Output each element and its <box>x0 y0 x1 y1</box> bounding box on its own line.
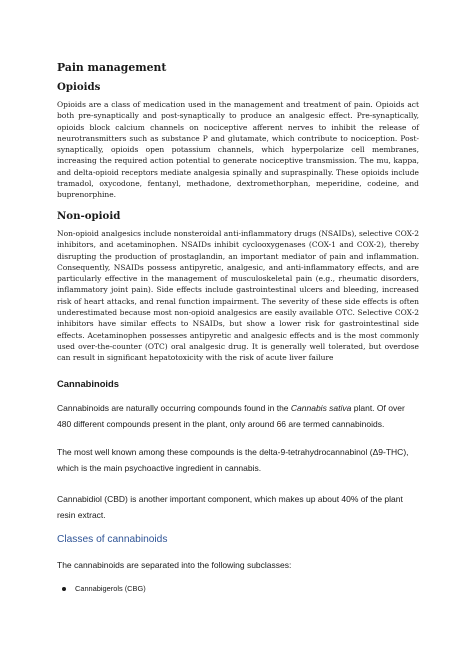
cannabinoids-paragraph-3: Cannabidiol (CBD) is another important component, which makes up about 40% of the plant resin extract. <box>57 494 403 520</box>
cannabinoids-paragraph-2: The most well known among these compounds is the delta-9-tetrahydrocannabinol (Δ9-THC), which is the main psychoactive ingredient in cannabis. <box>57 447 409 473</box>
classes-heading: Classes of cannabinoids <box>57 534 168 545</box>
cannabinoids-p1-after: plant. Of over 480 different compounds present in the plant, only around 66 are termed cannabinoids. <box>57 403 405 429</box>
cannabinoids-paragraph-1 <box>57 401 421 432</box>
classes-intro: The cannabinoids are separated into the following subclasses: <box>57 560 292 570</box>
opioids-paragraph: Opioids are a class of medication used in the management and treatment of pain. Opioids act both pre-synaptically and post-synaptically to produce an analgesic effect. Pre-synaptically, opioids block calcium channels on nociceptive afferent nerves to inhibit the release of neurotransmitters such as substance P and glutamate, which contribute to nociception. Post-synaptically, opioids open potassium channels, which hyperpolarize cell membranes, increasing the required action potential to generate nociceptive transmission. The mu, kappa, and delta-opioid receptors mediate analgesia spinally and supraspinally. These opioids include tramadol, oxycodone, fentanyl, methadone, dextromethorphan, meperidine, codeine, and buprenorphine. <box>57 100 419 200</box>
cannabinoids-p1-before: Cannabinoids are naturally occurring compounds found in the <box>57 403 291 413</box>
list-item-label: Cannabigerols (CBG) <box>75 584 146 593</box>
bullet-icon <box>62 587 66 591</box>
cannabinoids-heading: Cannabinoids <box>57 378 119 389</box>
page-title: Pain management <box>57 61 167 74</box>
non-opioid-paragraph: Non-opioid analgesics include nonsteroidal anti-inflammatory drugs (NSAIDs), selective COX-2 inhibitors, and acetaminophen. NSAIDs inhibit cyclooxygenases (COX-1 and COX-2), thereby disrupting the production of prostaglandin, an important mediator of pain and inflammation. Consequently, NSAIDs possess antipyretic, analgesic, and anti-inflammatory effects, and are particularly effective in the management of musculoskeletal pain (e.g., rheumatic disorders, inflammatory joint pain). Side effects include gastrointestinal ulcers and bleeding, increased risk of heart attacks, and renal function impairment. The severity of these side effects is often underestimated because most non-opioid analgesics are easily available OTC. Selective COX-2 inhibitors have similar effects to NSAIDs, but show a lower risk for gastrointestinal side effects. Acetaminophen possesses antipyretic and analgesic effects and is the most commonly used over-the-counter (OTC) oral analgesic drug. It is generally well tolerated, but overdose can result in significant hepatotoxicity with the risk of acute liver failure <box>57 229 419 363</box>
cannabis-sativa-italic: Cannabis sativa <box>290 403 352 413</box>
opioids-heading: Opioids <box>57 81 101 93</box>
non-opioid-heading: Non-opioid <box>57 210 121 222</box>
list-item <box>62 584 146 593</box>
